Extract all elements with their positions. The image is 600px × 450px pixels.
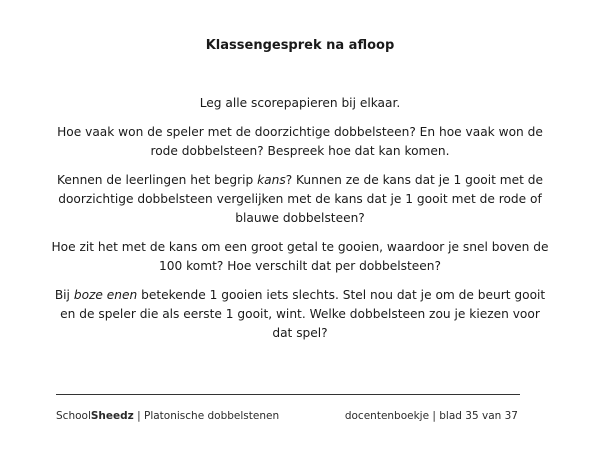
paragraph-2: Hoe vaak won de speler met de doorzichtige dobbelsteen? En hoe vaak won de rode dobbelsteen? Bespreek hoe dat kan komen. bbox=[57, 125, 543, 158]
term-boze-enen: boze enen bbox=[73, 288, 138, 302]
footer-left bbox=[56, 410, 279, 422]
brand-name-bold: Sheedz bbox=[90, 410, 134, 422]
paragraph-1: Leg alle scorepapieren bij elkaar. bbox=[199, 96, 401, 110]
brand-name-regular: School bbox=[56, 410, 91, 422]
term-kans: kans bbox=[257, 173, 286, 187]
paragraph-3 bbox=[50, 171, 550, 228]
document-body bbox=[50, 94, 550, 353]
footer-subject: Platonische dobbelstenen bbox=[144, 410, 280, 422]
paragraph-3-text-a: Kennen de leerlingen het begrip bbox=[56, 173, 258, 187]
page-title: Klassengesprek na afloop bbox=[205, 38, 395, 53]
footer-page-info: docentenboekje | blad 35 van 37 bbox=[344, 410, 518, 422]
paragraph-5 bbox=[50, 286, 550, 343]
footer-separator: | bbox=[133, 410, 144, 422]
paragraph-5-text-a: Bij bbox=[54, 288, 74, 302]
paragraph-4: Hoe zit het met de kans om een groot getal te gooien, waardoor je snel boven de 100 komt? Hoe verschilt dat per dobbelsteen? bbox=[51, 240, 549, 273]
paragraph-3-text-b: ? Kunnen ze de kans dat je 1 gooit met de doorzichtige dobbelsteen vergelijken met de kans dat je 1 gooit met de rode of blauwe dobbelsteen? bbox=[58, 173, 544, 225]
footer-divider bbox=[56, 394, 520, 395]
paragraph-5-text-b: betekende 1 gooien iets slechts. Stel nou dat je om de beurt gooit en de speler die als eerste 1 gooit, wint. Welke dobbelsteen zou je kiezen voor dat spel? bbox=[60, 288, 546, 340]
